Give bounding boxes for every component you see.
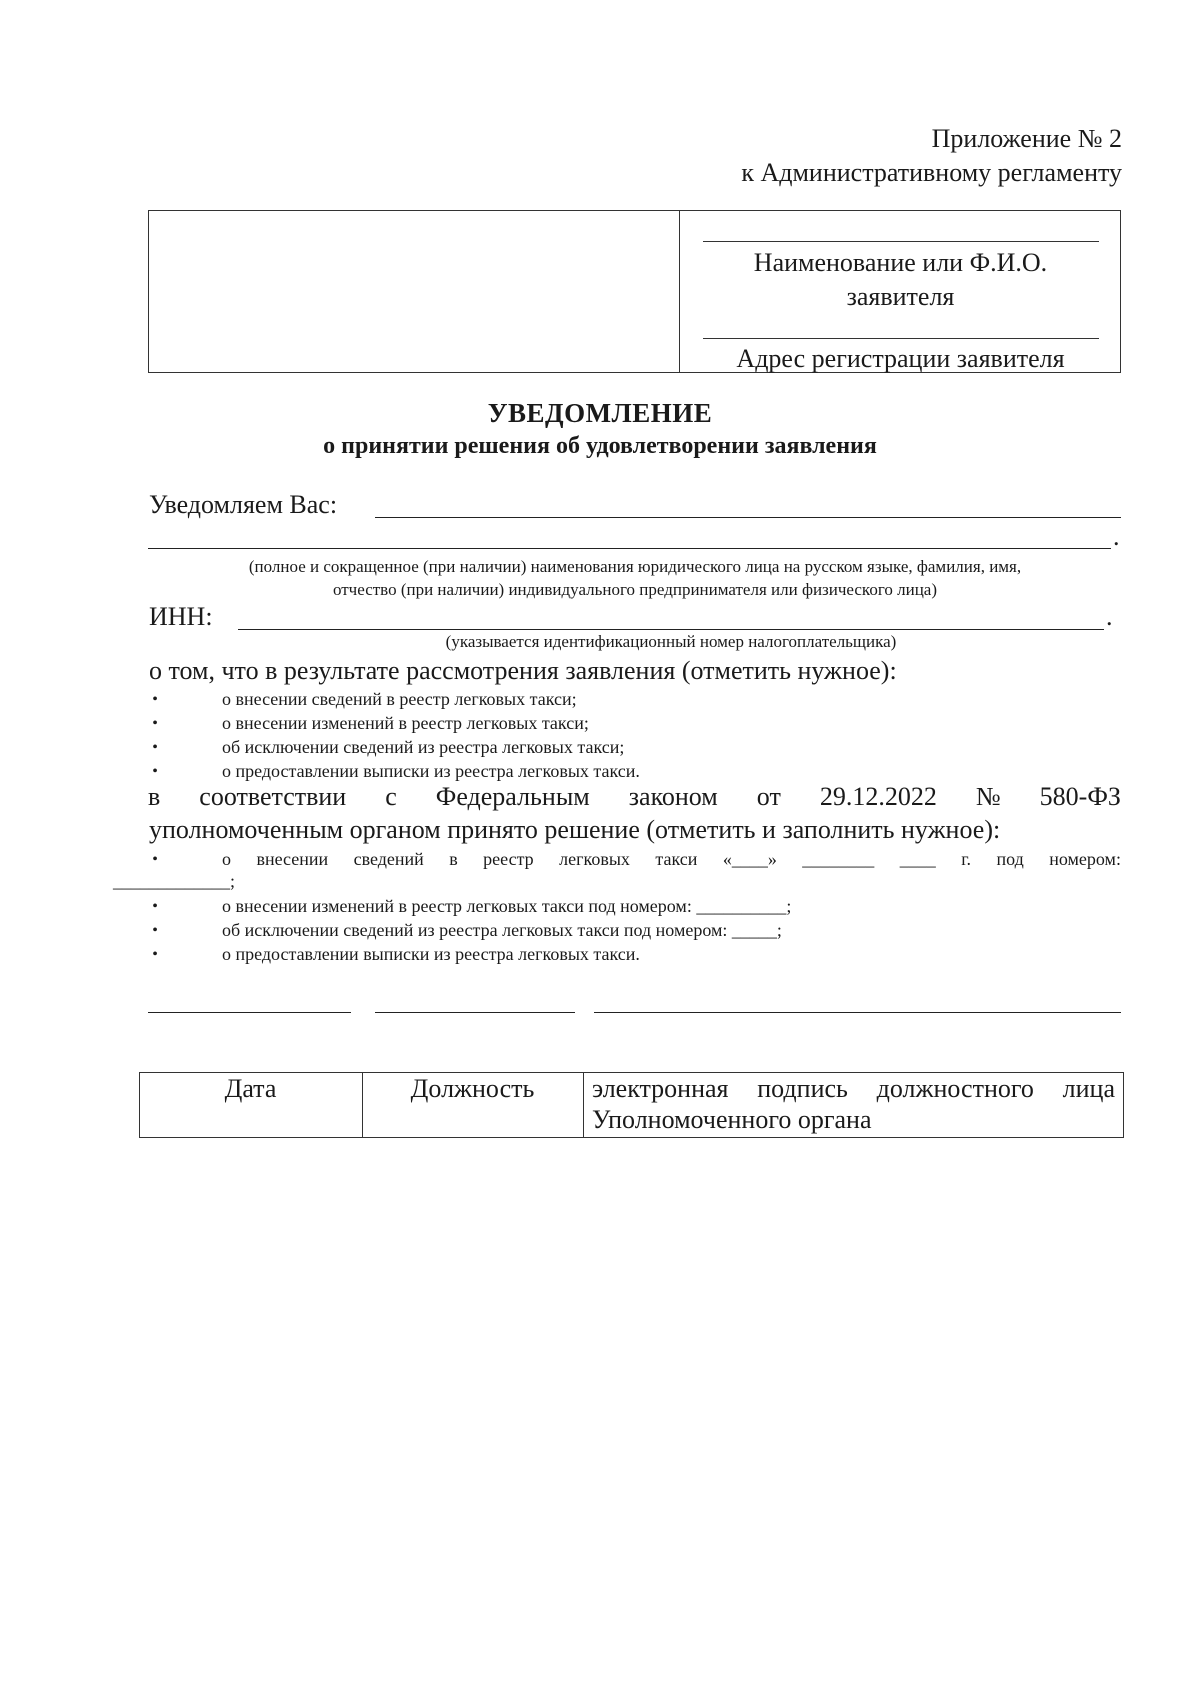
signature-column-label: электронная подпись должностного лица Уполномоченного органа xyxy=(592,1074,1115,1134)
decision-item-extract: о предоставлении выписки из реестра легковых такси. xyxy=(222,944,640,964)
decision-intro: уполномоченным органом принято решение (отметить и заполнить нужное): xyxy=(149,815,1001,844)
add-year-field[interactable]: ____ xyxy=(899,849,936,869)
decision-law-line: в соответствии с Федеральным законом от 29.12.2022 № 580-ФЗ xyxy=(148,782,1121,811)
decision-bullet: • xyxy=(152,922,158,939)
applicant-name-label: Наименование или Ф.И.О. заявителя xyxy=(753,248,1048,311)
decision-bullet: • xyxy=(152,946,158,963)
decision-item-exclude: об исключении сведений из реестра легковых такси под номером: _____; xyxy=(222,920,782,940)
notify-end-mark: . xyxy=(1113,522,1120,551)
document-title: УВЕДОМЛЕНИЕ xyxy=(487,398,713,428)
review-item-exclude: об исключении сведений из реестра легковых такси; xyxy=(222,737,625,757)
notify-field-line1[interactable] xyxy=(375,517,1121,518)
date-column-label: Дата xyxy=(224,1074,277,1103)
decision-item-add: о внесении сведений в реестр легковых такси «____» ________ ____ г. под номером: xyxy=(222,849,1121,869)
add-month-field[interactable]: ________ xyxy=(802,849,875,869)
document-subtitle: о принятии решения об удовлетворении заявления xyxy=(323,433,877,459)
position-column-label: Должность xyxy=(410,1074,535,1103)
review-bullet: • xyxy=(152,715,158,732)
notify-hint: (полное и сокращенное (при наличии) наименования юридического лица на русском языке, фамилия, имя, отчество (при наличии) индивидуального предпринимателя или физического лица) xyxy=(248,557,1022,599)
applicant-address-label: Адрес регистрации заявителя xyxy=(736,344,1065,373)
notify-field-line2[interactable] xyxy=(148,548,1111,549)
review-intro: о том, что в результате рассмотрения заявления (отметить нужное): xyxy=(149,656,897,685)
inn-hint: (указывается идентификационный номер налогоплательщика) xyxy=(445,632,897,651)
decision-bullet: • xyxy=(152,898,158,915)
notify-label: Уведомляем Вас: xyxy=(149,490,338,519)
review-bullet: • xyxy=(152,763,158,780)
review-bullet: • xyxy=(152,691,158,708)
appendix-reference xyxy=(741,122,1122,190)
position-signature-line[interactable] xyxy=(375,1012,575,1013)
date-signature-line[interactable] xyxy=(148,1012,351,1013)
inn-label: ИНН: xyxy=(149,602,213,631)
signature-line[interactable] xyxy=(594,1012,1121,1013)
review-bullet: • xyxy=(152,739,158,756)
decision-item-change: о внесении изменений в реестр легковых такси под номером: __________; xyxy=(222,896,792,916)
decision-bullet: • xyxy=(152,851,158,868)
review-item-extract: о предоставлении выписки из реестра легковых такси. xyxy=(222,761,640,781)
review-item-add: о внесении сведений в реестр легковых такси; xyxy=(222,689,577,709)
appendix-number: Приложение № 2 xyxy=(931,124,1122,153)
add-number-field[interactable]: _____________; xyxy=(113,871,236,891)
signature-table-divider xyxy=(583,1072,584,1138)
applicant-name-line xyxy=(703,241,1099,242)
review-item-change: о внесении изменений в реестр легковых такси; xyxy=(222,713,589,733)
add-day-field[interactable]: «____» xyxy=(722,849,777,869)
applicant-address-line xyxy=(703,338,1099,339)
inn-end-mark: . xyxy=(1106,602,1113,631)
appendix-regulation: к Административному регламенту xyxy=(741,158,1122,187)
